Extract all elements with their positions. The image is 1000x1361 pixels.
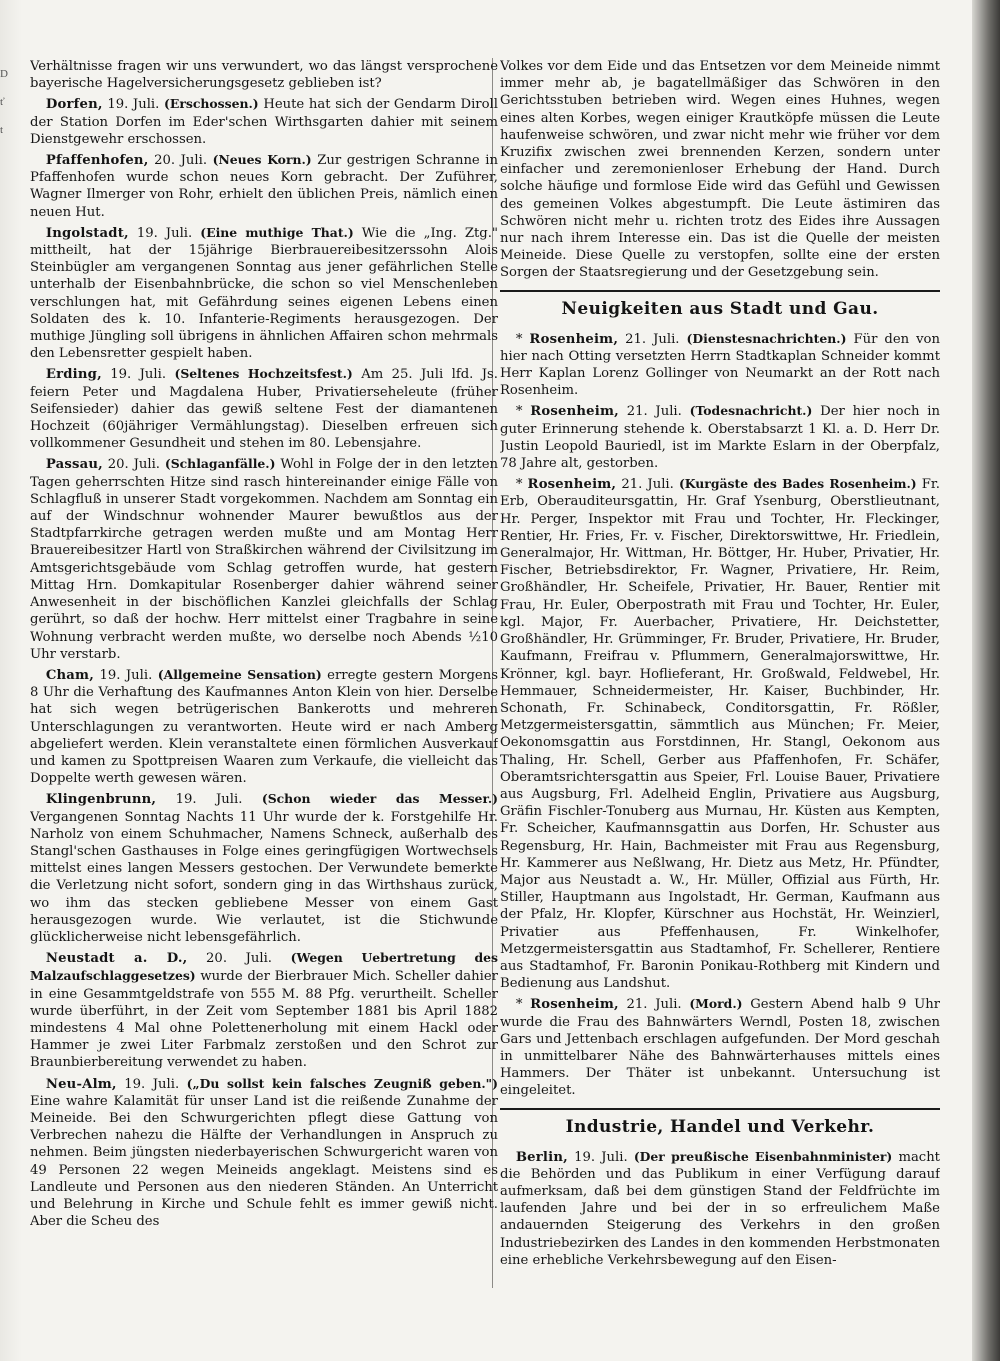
article-cham [30,666,498,787]
article-headline: (Schon wieder das Messer.) [261,791,498,807]
article-headline: (Mord.) [689,996,743,1012]
article-body: Wohl in Folge der in den letzten Tagen geherrschten Hitze sind rasch hintereinander einige Fälle von Schlagfluß in unserer Stadt vorgekommen. Nachdem am Sonntag ein auf der Windschnur wohnender Maurer bewußtlos aus der Stadtpfarrkirche getragen werden mußte und am Montag Herr Brauereibesitzer Hartl von Straßkirchen während der Civilsitzung im Amtsgerichtsgebäude vom Schlag getroffen wurde, hat gestern Mittag Hrn. Domkapitular Rosenberger dahier während seiner Anwesenheit in der bischöflichen Kanzlei gleichfalls der Schlag gerührt, so daß der hochw. Herr mittelst einer Tragbahre in seine Wohnung verbracht werden mußte, wo derselbe noch Abends ½10 Uhr verstarb. [30,457,498,662]
article-dateline: Rosenheim, [527,477,617,493]
article-pfaffenhofen [30,151,498,221]
article-dateline: Ingolstadt, [45,225,129,241]
left-column [30,58,498,1348]
article-dateline: Klingenbrunn, [45,792,157,808]
article-dateline: Cham, [45,667,95,683]
article-ros1 [500,330,940,400]
article-body: Wie die „Ing. Ztg." mittheilt, hat der 15jährige Bierbrauereibesitzerssohn Alois Steinbügler am vergangenen Sonntag aus jener gefährlichen Stelle unterhalb der Eisenbahnbrücke, die schon so viel Menschenleben verschlungen hat, mit Gefährdung seines eigenen Lebens einen Soldaten des k. 10. Infanterie-Regiments herausgezogen. Der muthige Jüngling soll übrigens in ähnlichen Affairen schon mehrmals den Lebensretter gespielt haben. [30,225,498,362]
article-headline: (Schlaganfälle.) [164,456,276,472]
binding-letter: D [0,68,8,80]
section-heading-local-news [500,290,940,324]
article-date: 19. Juli. [136,225,193,241]
binding-margin-letters [0,60,8,440]
article-dateline: Passau, [45,457,103,473]
article-date: 21. Juli. [626,404,682,420]
article-headline: (Wegen Uebertretung des Malzaufschlaggesetzes) [30,950,498,984]
article-headline: (Dienstesnachrichten.) [686,330,847,346]
industry-news-list [500,1148,940,1269]
article-body: Vergangenen Sonntag Nachts 11 Uhr wurde der k. Forstgehilfe Hr. Narholz von einem Schuhmacher, Namens Schneck, außerhalb des Stangl'schen Gasthauses in Folge eines geringfügigen Wortwechsels mittelst eines langen Messers gestochen. Der Verwundete bemerkte die Verletzung nicht sofort, sondern ging in das Wirthshaus zurück, wo ihm das stecken gebliebene Messer von einem Gast herausgezogen wurde. Wie verlautet, ist die Stichwunde glücklicherweise nicht lebensgefährlich. [30,809,498,945]
article-date: 21. Juli. [626,997,682,1013]
binding-letter: t [0,124,4,136]
article-ros4 [500,995,940,1099]
article-headline: (Allgemeine Sensation) [157,666,322,682]
section-title: Industrie, Handel und Verkehr. [565,1116,875,1137]
article-headline: (Neues Korn.) [212,152,312,168]
page-edge-shadow [972,0,1000,1361]
article-body: erregte gestern Morgens 8 Uhr die Verhaftung des Kaufmannes Anton Klein von hier. Derselbe hat sich wegen betrügerischen Bankerotts und mehreren Unterschlagungen zu verantworten. Heute wird er nach Amberg abgeliefert werden. Klein veranstaltete einen förmlichen Ausverkauf und kamen zu Spottpreisen Waaren zum Verkaufe, die vielleicht das Doppelte werth gewesen wären. [30,667,498,787]
article-dateline: Neustadt a. D., [45,951,188,967]
article-marker: * [515,477,523,493]
article-date: 21. Juli. [625,331,680,347]
article-dateline: Neu-Alm, [45,1076,117,1092]
article-dateline: Berlin, [515,1149,568,1165]
article-neustadt [30,949,498,1071]
article-ros3 [500,475,940,992]
continuation-text: Volkes vor dem Eide und das Entsetzen vor dem Meineide nimmt immer mehr ab, je bagatellmäßiger das Schwören in den Gerichtsstuben betrieben wird. Wegen eines Huhnes, wegen eines alten Korbes, wegen einiger Krautköpfe müssen die Leute haufenweise schwören, und zwar nicht mehr wie früher vor dem Kruzifix zwischen zwei brennenden Kerzen, sondern unter einfacher und zeremonienloser Erhebung der Hand. Durch solche häufige und formlose Eide wird das Gefühl und Gewissen des gemeinen Volkes abgestumpft. Die Leute ästimiren das Schwören nicht mehr u. richten trotz des Eides ihre Aussagen nur nach ihrem Interesse ein. Das ist die Quelle der meisten Meineide. Diese Quelle zu verstopfen, sollte eine der ersten Sorgen der Staatsregierung und der Gesetzgebung sein. [500,59,940,281]
article-body: Eine wahre Kalamität für unser Land ist die reißende Zunahme der Meineide. Bei den Schwurgerichten pflegt diese Gattung von Verbrechen nahezu die Hälfte der Verhandlungen in Anspruch zu nehmen. Beim jüngsten niederbayerischen Schwurgericht waren von 49 Personen 22 wegen Meineids angeklagt. Meistens sind es Landleute und Personen aus den niederen Ständen. An Unterricht und Belehrung in Kirche und Schule fehlt es immer gewiß nicht. Aber die Scheu des [30,1093,498,1230]
article-headline: (Kurgäste des Bades Rosenheim.) [678,476,917,492]
article-body: Fr. Erb, Oberauditeursgattin, Hr. Graf Ysenburg, Oberstlieutnant, Hr. Perger, Inspektor mit Frau und Tochter, Hr. Fleckinger, Rentier, Hr. Fries, Fr. v. Fischer, Direktorswittwe, Hr. Friedlein, Generalmajor, Hr. Wittman, Hr. Böttger, Hr. Huber, Privatier, Hr. Fischer, Betriebsdirektor, Fr. Wagner, Privatiere, Hr. Reim, Großhändler, Hr. Scheifele, Privatier, Hr. Bauer, Rentier mit Frau, Hr. Euler, Oberpostrath mit Frau und Tochter, Hr. Euler, kgl. Major, Fr. Auerbacher, Privatiere, Hr. Deichstetter, Großhändler, Hr. Grümminger, Fr. Bruder, Privatiere, Hr. Bruder, Kaufmann, Freifrau v. Pflummern, Generalmajorswittwe, Hr. Krönner, kgl. bayr. Hoflieferant, Hr. Großwald, Feldwebel, Hr. Hemmauer, Schneidermeister, Hr. Kaiser, Buchbinder, Hr. Schonath, Fr. Schinabeck, Conditorsgattin, Fr. Rößler, Metzgermeistersgattin, sämmtlich aus München; Fr. Meier, Oekonomsgattin aus Forstdinnen, Hr. Stangl, Oekonom aus Thaling, Hr. Schell, Gerber aus Pfaffenhofen, Fr. Schäfer, Oberamtsrichtersgattin aus Speier, Frl. Louise Bauer, Privatiere aus Augsburg, Frl. Adelheid Englin, Privatiere aus Augsburg, Gräfin Fischler-Tonuberg aus Murnau, Hr. Küsten aus Kempten, Fr. Scheicher, Kaufmannsgattin aus Dorfen, Hr. Schuster aus Regensburg, Hr. Hain, Bachmeister mit Frau aus Regensburg, Hr. Kammerer aus Neßlwang, Hr. Dietz aus Metz, Hr. Pfündter, Major aus Neustadt a. W., Hr. Müller, Offizial aus Fürth, Hr. Stiller, Hauptmann aus Ingolstadt, Hr. German, Kaufmann aus der Pfalz, Hr. Klopfer, Kürschner aus Hochstät, Hr. Weinzierl, Privatier aus Pfeffenhausen, Fr. Winkelhofer, Metzgermeistersgattin aus Stadtamhof, Fr. Schellerer, Rentiere aus Stadtamhof, Fr. Baronin Ponikau-Rothberg mit Kindern und Bedienung aus Landshut. [500,477,940,992]
article-ros2 [500,402,940,472]
article-marker: * [515,331,523,347]
article-dateline: Rosenheim, [530,997,619,1013]
article-marker: * [515,404,523,420]
article-date: 19. Juli. [107,97,160,113]
article-headline: (Todesnachricht.) [689,403,813,419]
article-dateline: Dorfen, [45,97,103,113]
article-headline: (Erschossen.) [164,96,259,112]
article-dateline: Rosenheim, [530,404,619,420]
article-date: 19. Juli. [124,1076,180,1092]
section-heading-industry [500,1108,940,1142]
binding-letter: ť [0,96,5,108]
article-date: 19. Juli. [110,367,167,383]
right-column [500,58,940,1348]
article-date: 21. Juli. [621,477,674,493]
article-date: 20. Juli. [206,951,272,967]
article-body: Für den von hier nach Otting versetzten Herrn Stadtkaplan Schneider kommt Herr Kaplan Lorenz Gollinger von Neumarkt an der Rott nach Rosenheim. [500,331,940,399]
article-date: 19. Juli. [175,792,243,808]
article-body: wurde der Bierbrauer Mich. Scheller dahier in eine Gesammtgeldstrafe von 555 M. 88 Pfg. verurtheilt. Scheller wurde überführt, in der Zeit vom September 1881 bis April 1882 mindestens 4 Mal ohne Polettenerholung mit einem Hackl oder Hammer je zwei Liter Farbmalz zerstoßen und den Schrot zur Braunbierbereitung verwendet zu haben. [30,969,498,1071]
article-body: macht die Behörden und das Publikum in einer Verfügung darauf aufmerksam, daß bei dem günstigen Stand der Feldfrüchte im laufenden Jahre und bei der in so erfreulichem Maße andauernden Steigerung des Verkehrs in den großen Industriebezirken des Landes in den kommenden Herbstmonaten eine erhebliche Verkehrsbewegung auf den Eisen- [500,1149,940,1268]
article-dorfen [30,95,498,148]
article-neualm [30,1075,498,1231]
article-body: Gestern Abend halb 9 Uhr wurde die Frau des Bahnwärters Werndl, Posten 18, zwischen Gars und Jettenbach erschlagen aufgefunden. Der Mord geschah in unmittelbarer Nähe des Bahnwärterhauses mittels eines Hammers. Der Thäter ist unbekannt. Untersuchung ist eingeleitet. [500,997,940,1099]
article-dateline: Erding, [45,367,102,383]
article-date: 19. Juli. [99,667,153,683]
article-body: Am 25. Juli lfd. Js. feiern Peter und Magdalena Huber, Privatierseheleute (früher Seifensieder) dahier das gewiß seltene Fest der diamantenen Hochzeit (60jähriger Vermählungstag). Dieselben erfreuen sich vollkommener Gesundheit und stehen im 80. Lebensjahre. [30,367,498,452]
article-body: Der hier noch in guter Erinnerung stehende k. Oberstabsarzt 1 Kl. a. D. Herr Dr. Justin Leopold Bauriedl, ist im Markte Eslarn in der Oberpfalz, 78 Jahre alt, gestorben. [500,404,940,472]
article-date: 19. Juli. [574,1149,628,1165]
article-headline: (Seltenes Hochzeitsfest.) [174,366,353,382]
article-marker: * [515,997,523,1013]
article-intro [30,58,498,92]
article-headline: (Eine muthige That.) [200,224,354,240]
article-klingenbrunn [30,790,498,946]
article-date: 20. Juli. [107,457,160,473]
article-headline: (Der preußische Eisenbahnminister) [633,1148,893,1164]
article-dateline: Rosenheim, [529,331,619,347]
article-body: Zur gestrigen Schranne in Pfaffenhofen wurde schon neues Korn gebracht. Der Zuführer, Wagner Ilmerger von Rohr, erhielt den üblichen Preis, nämlich einen neuen Hut. [30,153,498,220]
article-body: Verhältnisse fragen wir uns verwundert, wo das längst versprochene bayerische Hagelversicherungsgesetz geblieben ist? [30,59,498,92]
section-title: Neuigkeiten aus Stadt und Gau. [561,298,879,319]
article-date: 20. Juli. [154,153,208,169]
article-erding [30,365,498,452]
article-ingolstadt [30,224,498,363]
local-news-list [500,330,940,1100]
article-dateline: Pfaffenhofen, [45,153,149,169]
article-body: Heute hat sich der Gendarm Diroll der Station Dorfen im Eder'schen Wirthsgarten dahier mit seinem Dienstgewehr erschossen. [30,97,498,147]
article-headline: („Du sollst kein falsches Zeugniß geben.") [186,1075,498,1091]
article-passau [30,455,498,662]
article-berlin [500,1148,940,1269]
